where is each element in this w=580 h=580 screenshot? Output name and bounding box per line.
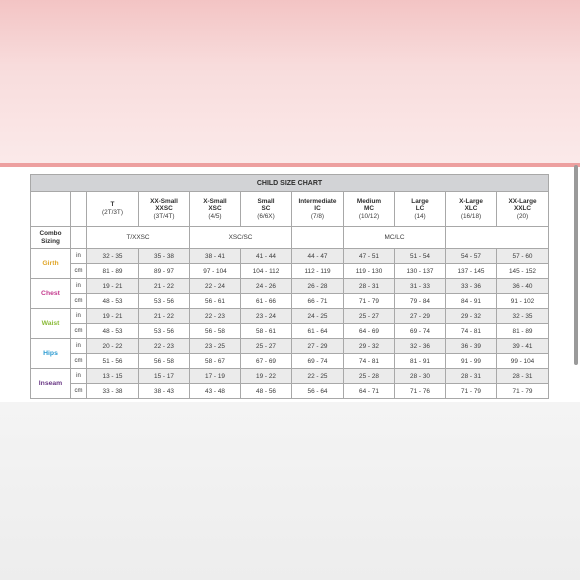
measurement-value: 51 - 54 (395, 249, 446, 264)
size-range: (16/18) (460, 212, 482, 220)
measurement-value: 119 - 130 (344, 264, 395, 279)
measurement-value: 41 - 44 (241, 249, 292, 264)
measurement-value: 56 - 61 (190, 294, 241, 309)
size-name: XX-Large (508, 197, 537, 205)
measurement-value: 66 - 71 (292, 294, 344, 309)
measurement-value: 145 - 152 (497, 264, 549, 279)
measurement-value: 71 - 76 (395, 384, 446, 399)
size-header (241, 192, 292, 227)
measurement-value: 28 - 31 (446, 369, 497, 384)
measurement-label-inseam: Inseam (31, 369, 71, 399)
child-size-chart-table (30, 174, 549, 399)
size-code: XLC (464, 205, 478, 213)
measurement-value: 56 - 58 (139, 354, 190, 369)
measurement-value: 29 - 32 (446, 309, 497, 324)
size-range: (4/5) (208, 212, 222, 220)
size-range: (14) (414, 212, 426, 220)
measurements-body (31, 249, 549, 399)
grey-backdrop (0, 402, 580, 580)
measurement-value: 28 - 30 (395, 369, 446, 384)
measurement-value: 28 - 31 (497, 369, 549, 384)
unit-label: cm (71, 264, 87, 279)
size-name: Small (257, 197, 275, 205)
size-range: (3T/4T) (153, 212, 175, 220)
measurement-value: 69 - 74 (292, 354, 344, 369)
measurement-value: 28 - 31 (344, 279, 395, 294)
measurement-value: 112 - 119 (292, 264, 344, 279)
size-header (446, 192, 497, 227)
measurement-value: 13 - 15 (87, 369, 139, 384)
unit-label: cm (71, 354, 87, 369)
size-header-row (31, 192, 549, 227)
size-range: (10/12) (358, 212, 380, 220)
measurement-value: 33 - 36 (446, 279, 497, 294)
unit-label: in (71, 309, 87, 324)
measurement-value: 61 - 66 (241, 294, 292, 309)
combo-group: T/XXSC (87, 227, 190, 249)
measurement-value: 81 - 89 (87, 264, 139, 279)
table-row (31, 354, 549, 369)
measurement-value: 36 - 40 (497, 279, 549, 294)
measurement-value: 84 - 91 (446, 294, 497, 309)
measurement-value: 69 - 74 (395, 324, 446, 339)
measurement-value: 81 - 89 (497, 324, 549, 339)
combo-sizing-label (31, 227, 71, 249)
measurement-value: 74 - 81 (344, 354, 395, 369)
measurement-value: 26 - 28 (292, 279, 344, 294)
measurement-value: 25 - 28 (344, 369, 395, 384)
measurement-label-waist: Waist (31, 309, 71, 339)
size-code: XSC (208, 205, 222, 213)
size-name: T (110, 201, 115, 209)
unit-label: cm (71, 324, 87, 339)
measurement-value: 25 - 27 (241, 339, 292, 354)
measurement-value: 35 - 38 (139, 249, 190, 264)
measurement-value: 17 - 19 (190, 369, 241, 384)
combo-label-line: Sizing (41, 237, 60, 245)
size-code: IC (314, 205, 321, 213)
measurement-value: 56 - 64 (292, 384, 344, 399)
measurement-value: 22 - 23 (190, 309, 241, 324)
measurement-value: 36 - 39 (446, 339, 497, 354)
size-range: (6/6X) (257, 212, 275, 220)
size-name: X-Large (459, 197, 483, 205)
measurement-value: 71 - 79 (446, 384, 497, 399)
measurement-value: 27 - 29 (292, 339, 344, 354)
measurement-value: 32 - 36 (395, 339, 446, 354)
measurement-value: 47 - 51 (344, 249, 395, 264)
measurement-value: 48 - 53 (87, 294, 139, 309)
size-header (139, 192, 190, 227)
measurement-value: 19 - 21 (87, 309, 139, 324)
measurement-value: 91 - 99 (446, 354, 497, 369)
unit-label: in (71, 369, 87, 384)
combo-group: XSC/SC (190, 227, 292, 249)
measurement-value: 19 - 21 (87, 279, 139, 294)
measurement-value: 91 - 102 (497, 294, 549, 309)
combo-group (446, 227, 549, 249)
table-row (31, 324, 549, 339)
header-blank-unit (71, 192, 87, 227)
size-header (292, 192, 344, 227)
measurement-value: 20 - 22 (87, 339, 139, 354)
measurement-value: 58 - 67 (190, 354, 241, 369)
measurement-value: 15 - 17 (139, 369, 190, 384)
measurement-value: 29 - 32 (344, 339, 395, 354)
measurement-value: 31 - 33 (395, 279, 446, 294)
size-header (395, 192, 446, 227)
measurement-value: 32 - 35 (497, 309, 549, 324)
table-row (31, 294, 549, 309)
unit-label: cm (71, 294, 87, 309)
measurement-value: 56 - 58 (190, 324, 241, 339)
chart-title: CHILD SIZE CHART (31, 175, 549, 192)
size-code: XXLC (513, 205, 532, 213)
measurement-value: 23 - 25 (190, 339, 241, 354)
measurement-value: 61 - 64 (292, 324, 344, 339)
measurement-value: 104 - 112 (241, 264, 292, 279)
size-header (87, 192, 139, 227)
table-row (31, 309, 549, 324)
measurement-value: 74 - 81 (446, 324, 497, 339)
measurement-value: 53 - 56 (139, 324, 190, 339)
size-header (344, 192, 395, 227)
measurement-value: 57 - 60 (497, 249, 549, 264)
measurement-value: 27 - 29 (395, 309, 446, 324)
measurement-value: 24 - 25 (292, 309, 344, 324)
measurement-value: 71 - 79 (344, 294, 395, 309)
measurement-label-girth: Girth (31, 249, 71, 279)
measurement-value: 38 - 43 (139, 384, 190, 399)
table-row (31, 249, 549, 264)
measurement-value: 33 - 38 (87, 384, 139, 399)
measurement-label-chest: Chest (31, 279, 71, 309)
measurement-value: 22 - 24 (190, 279, 241, 294)
measurement-value: 22 - 25 (292, 369, 344, 384)
measurement-value: 21 - 22 (139, 279, 190, 294)
unit-label: in (71, 249, 87, 264)
unit-label: cm (71, 384, 87, 399)
measurement-value: 53 - 56 (139, 294, 190, 309)
table-row (31, 264, 549, 279)
measurement-value: 21 - 22 (139, 309, 190, 324)
measurement-value: 97 - 104 (190, 264, 241, 279)
size-range: (20) (516, 212, 529, 220)
measurement-value: 38 - 41 (190, 249, 241, 264)
size-name: Large (411, 197, 429, 205)
size-code: LC (415, 205, 425, 213)
table-row (31, 384, 549, 399)
table-row (31, 339, 549, 354)
pink-backdrop (0, 0, 580, 165)
size-name: Medium (356, 197, 382, 205)
measurement-value: 58 - 61 (241, 324, 292, 339)
table-row (31, 279, 549, 294)
combo-sizing-row (31, 227, 549, 249)
measurement-value: 81 - 91 (395, 354, 446, 369)
measurement-value: 67 - 69 (241, 354, 292, 369)
unit-label: in (71, 279, 87, 294)
measurement-value: 24 - 26 (241, 279, 292, 294)
measurement-value: 71 - 79 (497, 384, 549, 399)
measurement-value: 43 - 48 (190, 384, 241, 399)
measurement-value: 79 - 84 (395, 294, 446, 309)
size-code: XXSC (155, 205, 173, 213)
measurement-value: 64 - 69 (344, 324, 395, 339)
measurement-value: 19 - 22 (241, 369, 292, 384)
measurement-value: 54 - 57 (446, 249, 497, 264)
header-blank (31, 192, 71, 227)
measurement-value: 32 - 35 (87, 249, 139, 264)
size-range: (2T/3T) (102, 209, 123, 216)
measurement-value: 130 - 137 (395, 264, 446, 279)
measurement-label-hips: Hips (31, 339, 71, 369)
measurement-value: 51 - 56 (87, 354, 139, 369)
measurement-value: 25 - 27 (344, 309, 395, 324)
combo-group (292, 227, 344, 249)
size-header (190, 192, 241, 227)
measurement-value: 137 - 145 (446, 264, 497, 279)
unit-label: in (71, 339, 87, 354)
size-header (497, 192, 549, 227)
measurement-value: 44 - 47 (292, 249, 344, 264)
measurement-value: 48 - 53 (87, 324, 139, 339)
size-name: XX-Small (150, 197, 178, 205)
measurement-value: 23 - 24 (241, 309, 292, 324)
size-code: SC (261, 205, 271, 213)
size-code: MC (364, 205, 374, 213)
measurement-value: 39 - 41 (497, 339, 549, 354)
measurement-value: 48 - 56 (241, 384, 292, 399)
size-chart-sheet (30, 174, 548, 399)
size-name: Intermediate (298, 197, 337, 205)
measurement-value: 22 - 23 (139, 339, 190, 354)
size-name: X-Small (203, 197, 227, 205)
combo-label-line: Combo (39, 229, 62, 237)
size-range: (7/8) (310, 212, 325, 220)
measurement-value: 64 - 71 (344, 384, 395, 399)
combo-group: MC/LC (344, 227, 446, 249)
table-row (31, 369, 549, 384)
scrollbar[interactable] (574, 165, 578, 365)
measurement-value: 89 - 97 (139, 264, 190, 279)
combo-blank-unit (71, 227, 87, 249)
measurement-value: 99 - 104 (497, 354, 549, 369)
